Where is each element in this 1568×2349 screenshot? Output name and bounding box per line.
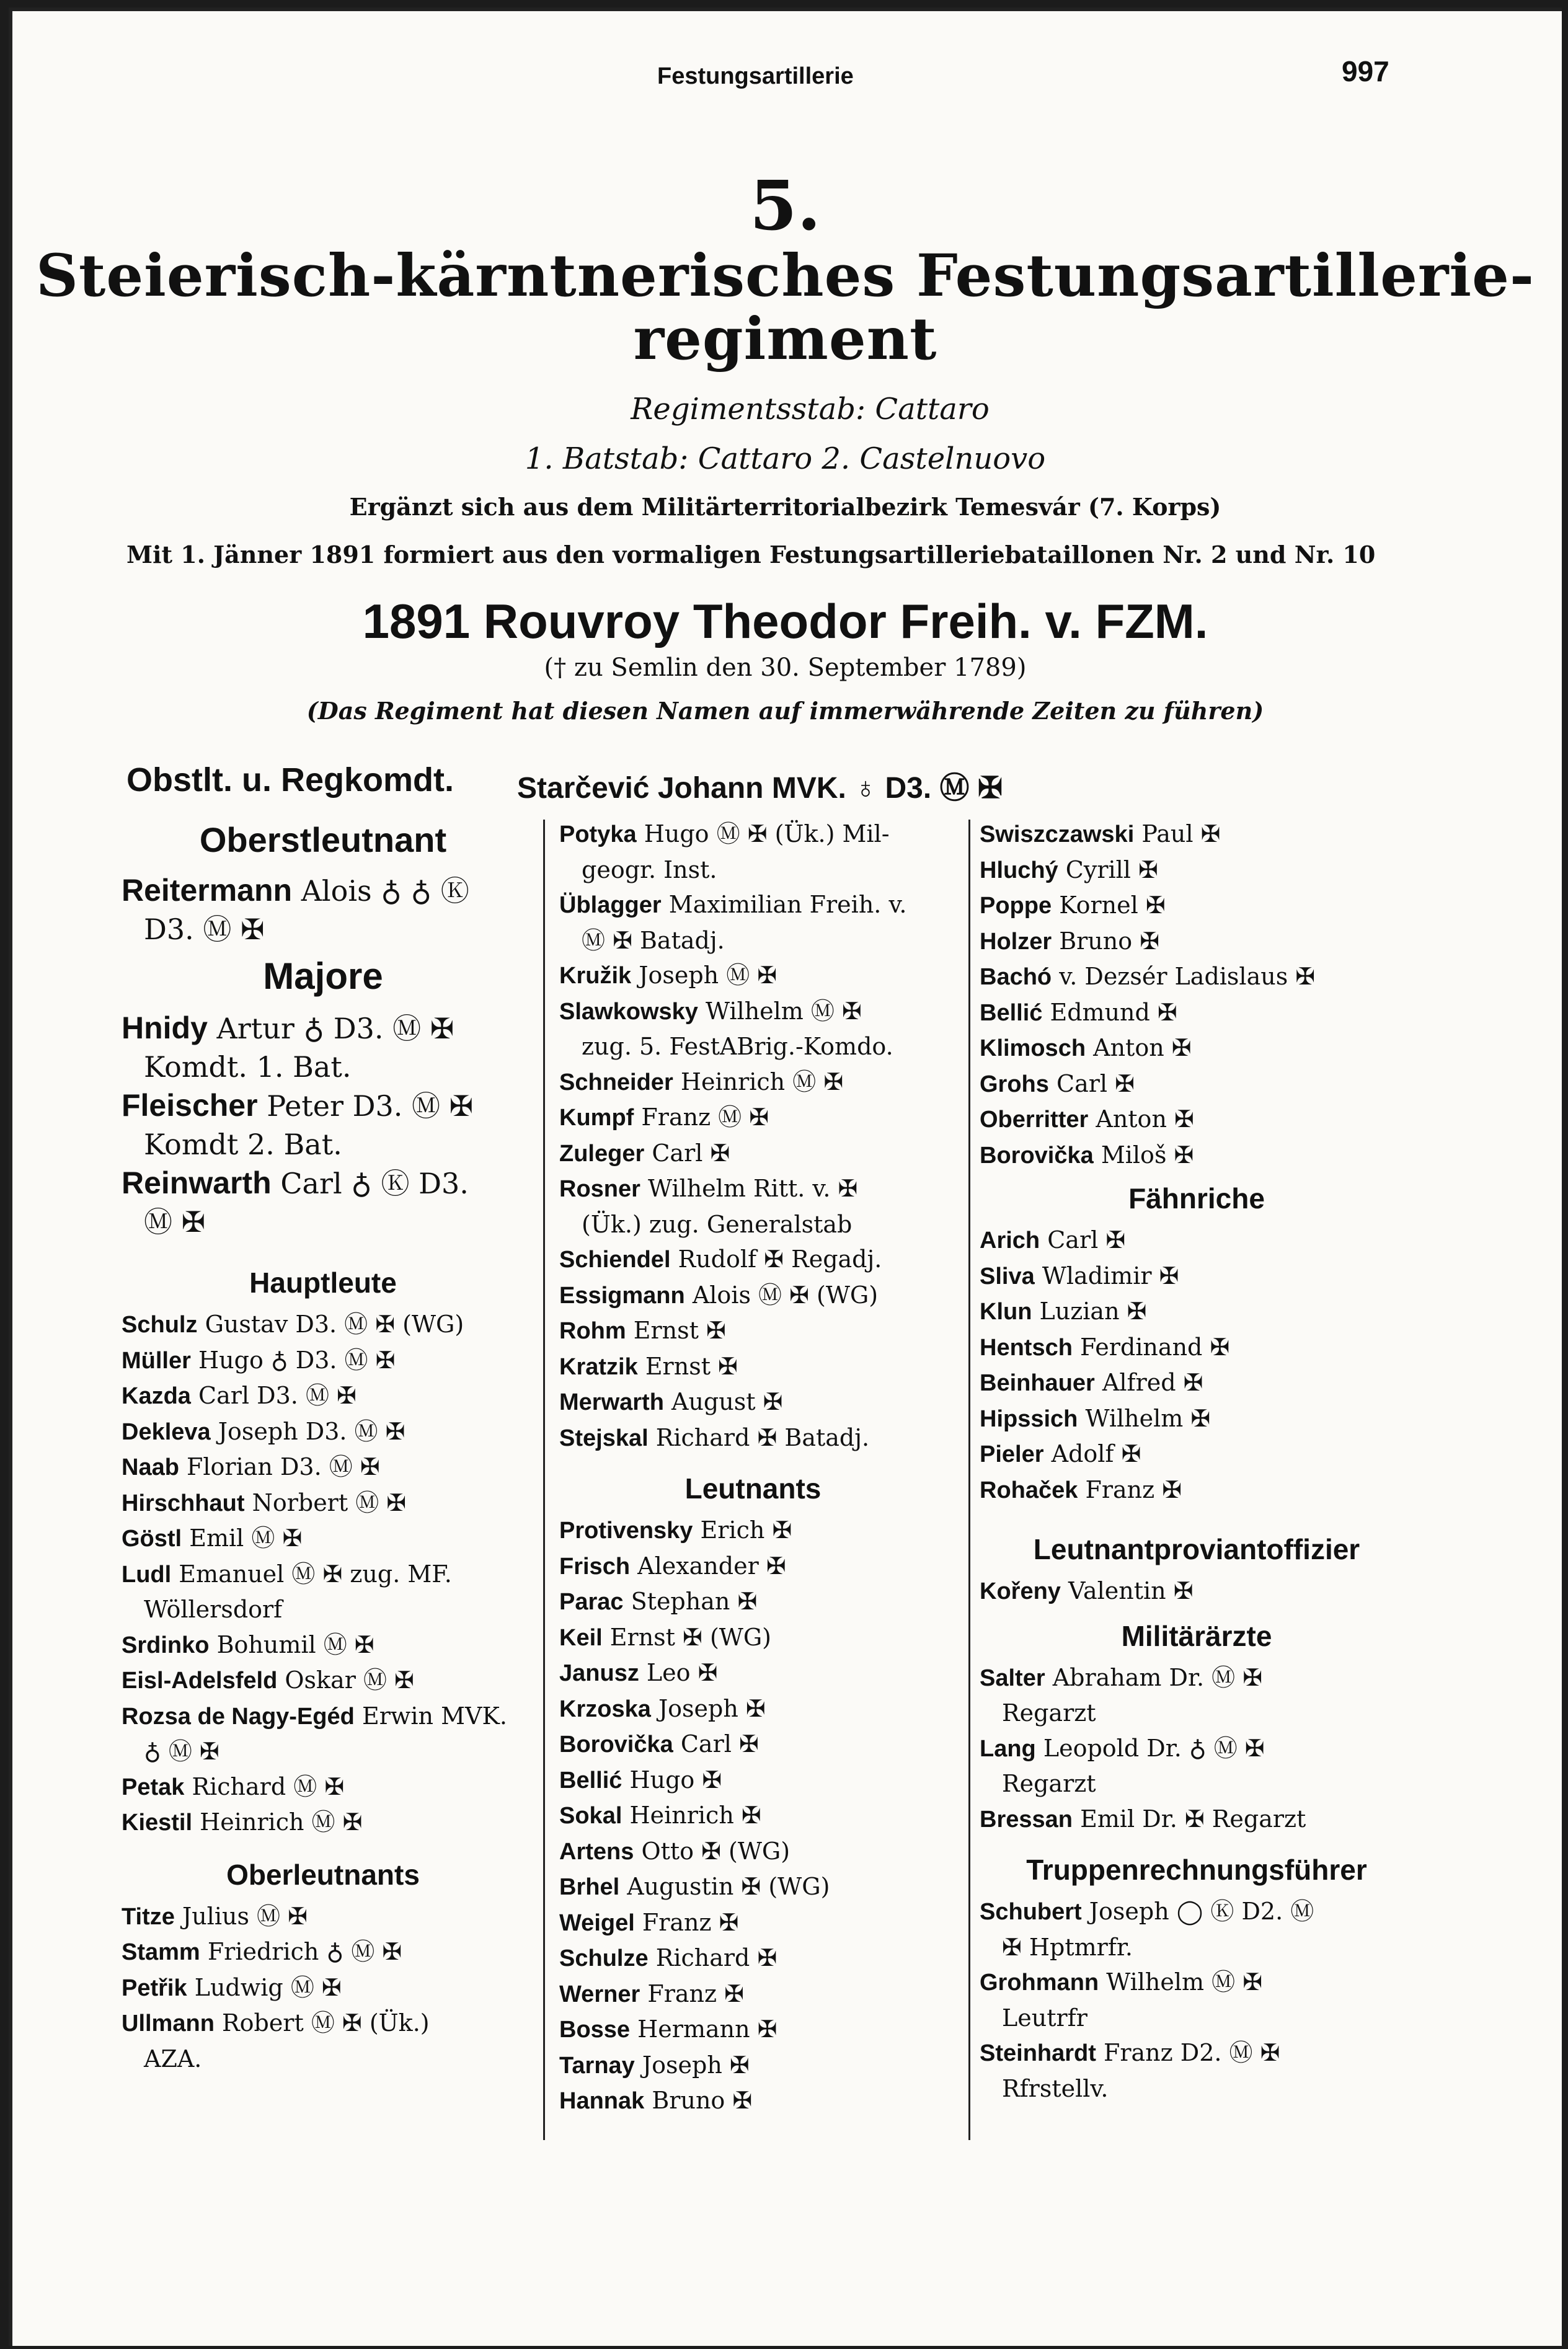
officer-entry: Hannak Bruno ✠ [559, 2087, 753, 2114]
running-title: Festungsartillerie [657, 63, 854, 89]
officer-entry: Krzoska Joseph ✠ [559, 1694, 766, 1722]
regiment-staff: Regimentsstab: Cattaro [631, 392, 990, 427]
officer-entry: Steinhardt Franz D2. Ⓜ ✠ Rfrstellv. [980, 2039, 1280, 2102]
officer-entry: Srdinko Bohumil Ⓜ ✠ [122, 1630, 374, 1658]
officer-entry: Müller Hugo ♁ D3. Ⓜ ✠ [122, 1346, 396, 1374]
page-number: 997 [1342, 55, 1389, 87]
section-heading-leutnants: Leutnants [684, 1472, 822, 1505]
commander-label: Obstlt. u. Regkomdt. [126, 761, 454, 798]
officer-entry: Merwarth August ✠ [559, 1388, 783, 1415]
officer-entry: Keil Ernst ✠ (WG) [559, 1623, 772, 1651]
officer-entry: Zuleger Carl ✠ [559, 1139, 730, 1167]
officer-entry: Brhel Augustin ✠ (WG) [559, 1873, 830, 1900]
officer-entry: Hirschhaut Norbert Ⓜ ✠ [122, 1489, 407, 1516]
officer-entry: Borovička Miloš ✠ [980, 1141, 1194, 1169]
regiment-name-note: (Das Regiment hat diesen Namen auf immerwährende Zeiten zu führen) [306, 697, 1264, 725]
regiment-owner: 1891 Rouvroy Theodor Freih. v. FZM. [362, 594, 1208, 648]
officer-entry: Grohs Carl ✠ [980, 1069, 1135, 1097]
officer-entry: Ludl Emanuel Ⓜ ✠ zug. MF. Wöllersdorf [122, 1560, 452, 1623]
officer-entry: Hluchý Cyrill ✠ [980, 856, 1158, 883]
officer-entry: Bosse Hermann ✠ [559, 2015, 777, 2043]
commander-name: Starčević Johann MVK. ♁ D3. Ⓜ ✠ [517, 772, 1003, 805]
document-page [9, 7, 1562, 2346]
officer-entry: Petřik Ludwig Ⓜ ✠ [122, 1973, 342, 2001]
officer-entry: Schiendel Rudolf ✠ Regadj. [559, 1245, 882, 1273]
officer-entry: Sliva Wladimir ✠ [980, 1262, 1179, 1290]
officer-entry: Kořeny Valentin ✠ [980, 1577, 1194, 1604]
officer-entry: Klun Luzian ✠ [980, 1298, 1147, 1325]
officer-entry: Naab Florian D3. Ⓜ ✠ [122, 1453, 380, 1480]
officer-entry: Beinhauer Alfred ✠ [980, 1369, 1203, 1396]
officer-entry: Reitermann Alois ♁ ♁ Ⓚ D3. Ⓜ ✠ [122, 873, 469, 946]
section-heading-oberstleutnant: Oberstleutnant [199, 820, 447, 859]
officer-entry: Essigmann Alois Ⓜ ✠ (WG) [559, 1281, 879, 1309]
column-2 [559, 816, 947, 2119]
officer-entry: Bellić Edmund ✠ [980, 998, 1177, 1026]
regiment-title-line1: Steierisch-kärntnerisches Festungsartillerie- [36, 242, 1535, 310]
officer-entry: Klimosch Anton ✠ [980, 1034, 1192, 1061]
officer-entry: Frisch Alexander ✠ [559, 1552, 786, 1580]
formation-note: Mit 1. Jänner 1891 formiert aus den vormaligen Festungsartilleriebataillonen Nr. 2 und Nr. 10 [126, 541, 1376, 568]
officer-entry: Hnidy Artur ♁ D3. Ⓜ ✠ Komdt. 1. Bat. [122, 1011, 454, 1084]
officer-entry: Titze Julius Ⓜ ✠ [122, 1902, 308, 1930]
officer-entry: Hipssich Wilhelm ✠ [980, 1404, 1211, 1432]
officer-entry: Bachó v. Dezsér Ladislaus ✠ [980, 963, 1316, 990]
column-3 [980, 816, 1414, 2106]
top-edge-line [9, 7, 1562, 11]
officer-entry: Kiestil Heinrich Ⓜ ✠ [122, 1808, 363, 1836]
column-1 [122, 813, 525, 2076]
officer-entry: Göstl Emil Ⓜ ✠ [122, 1524, 303, 1552]
section-heading-faehnriche: Fähnriche [1128, 1182, 1265, 1214]
officer-entry: Kumpf Franz Ⓜ ✠ [559, 1104, 769, 1131]
officer-entry: Dekleva Joseph D3. Ⓜ ✠ [122, 1417, 405, 1445]
officer-entry: Parac Stephan ✠ [559, 1588, 758, 1615]
officer-entry: Kružik Joseph Ⓜ ✠ [559, 962, 777, 989]
column-divider-right [968, 820, 970, 2140]
officer-entry: Slawkowsky Wilhelm Ⓜ ✠ zug. 5. FestABrig.-Komdo. [559, 997, 893, 1060]
officer-entry: Fleischer Peter D3. Ⓜ ✠ Komdt 2. Bat. [122, 1088, 474, 1161]
officer-entry: Pieler Adolf ✠ [980, 1440, 1141, 1467]
section-heading-proviantoffizier: Leutnantproviantoffizier [1033, 1533, 1360, 1565]
officer-entry: Grohmann Wilhelm Ⓜ ✠ Leutrfr [980, 1968, 1263, 2032]
officer-entry: Rohaček Franz ✠ [980, 1475, 1182, 1503]
column-divider-left [543, 820, 545, 2140]
officer-entry: Eisl-Adelsfeld Oskar Ⓜ ✠ [122, 1666, 414, 1694]
officer-entry: Werner Franz ✠ [559, 1980, 744, 2007]
officer-entry: Borovička Carl ✠ [559, 1730, 759, 1758]
officer-entry: Ullmann Robert Ⓜ ✠ (Ük.) AZA. [122, 2009, 430, 2073]
regiment-title-line2: regiment [633, 305, 937, 373]
battalion-staffs: 1. Batstab: Cattaro 2. Castelnuovo [525, 441, 1046, 476]
officer-entry: Rosner Wilhelm Ritt. v. ✠ (Ük.) zug. Generalstab [559, 1175, 858, 1238]
officer-entry: Kratzik Ernst ✠ [559, 1352, 738, 1380]
officer-entry: Tarnay Joseph ✠ [559, 2051, 750, 2079]
officer-entry: Artens Otto ✠ (WG) [559, 1837, 791, 1865]
owner-death-note: († zu Semlin den 30. September 1789) [544, 653, 1027, 682]
officer-entry: Rozsa de Nagy-Egéd Erwin MVK. ♁ Ⓜ ✠ [122, 1702, 507, 1765]
officer-entry: Weigel Franz ✠ [559, 1908, 739, 1936]
section-heading-militaeraerzte: Militärärzte [1121, 1619, 1272, 1652]
regiment-number: 5. [750, 166, 821, 246]
section-heading-majore: Majore [263, 955, 383, 997]
officer-entry: Hentsch Ferdinand ✠ [980, 1333, 1230, 1361]
officer-entry: Lang Leopold Dr. ♁ Ⓜ ✠ Regarzt [980, 1734, 1265, 1797]
officer-entry: Reinwarth Carl ♁ Ⓚ D3. Ⓜ ✠ [122, 1166, 469, 1239]
officer-entry: Protivensky Erich ✠ [559, 1516, 792, 1544]
officer-entry: Stejskal Richard ✠ Batadj. [559, 1423, 870, 1451]
recruitment-note: Ergänzt sich aus dem Militärterritorialbezirk Temesvár (7. Korps) [349, 493, 1221, 521]
officer-entry: Schulze Richard ✠ [559, 1944, 777, 1971]
officer-entry: Salter Abraham Dr. Ⓜ ✠ Regarzt [980, 1663, 1263, 1727]
officer-entry: Stamm Friedrich ♁ Ⓜ ✠ [122, 1938, 402, 1965]
section-heading-truppenrechnungsfuehrer: Truppenrechnungsführer [1026, 1854, 1367, 1886]
officer-entry: Holzer Bruno ✠ [980, 927, 1160, 955]
officer-entry: Bressan Emil Dr. ✠ Regarzt [980, 1805, 1306, 1833]
officer-entry: Rohm Ernst ✠ [559, 1317, 726, 1344]
officer-entry: Bellić Hugo ✠ [559, 1766, 722, 1794]
section-heading-hauptleute: Hauptleute [249, 1267, 397, 1299]
officer-entry: Schneider Heinrich Ⓜ ✠ [559, 1068, 844, 1095]
officer-entry: Oberritter Anton ✠ [980, 1105, 1194, 1133]
officer-entry: Arich Carl ✠ [980, 1226, 1126, 1254]
officer-entry: Sokal Heinrich ✠ [559, 1802, 761, 1829]
officer-entry: Schubert Joseph ◯ Ⓚ D2. Ⓜ ✠ Hptmrfr. [980, 1898, 1314, 1961]
section-heading-oberleutnants: Oberleutnants [226, 1858, 420, 1891]
officer-entry: Potyka Hugo Ⓜ ✠ (Ük.) Mil- geogr. Inst. [559, 820, 890, 883]
officer-entry: Petak Richard Ⓜ ✠ [122, 1772, 345, 1800]
officer-entry: Poppe Kornel ✠ [980, 891, 1166, 919]
officer-entry: Janusz Leo ✠ [559, 1659, 718, 1686]
officer-entry: Üblagger Maximilian Freih. v. Ⓜ ✠ Batadj. [559, 891, 907, 954]
officer-entry: Schulz Gustav D3. Ⓜ ✠ (WG) [122, 1311, 464, 1338]
officer-entry: Swiszczawski Paul ✠ [980, 820, 1221, 847]
officer-entry: Kazda Carl D3. Ⓜ ✠ [122, 1382, 357, 1409]
